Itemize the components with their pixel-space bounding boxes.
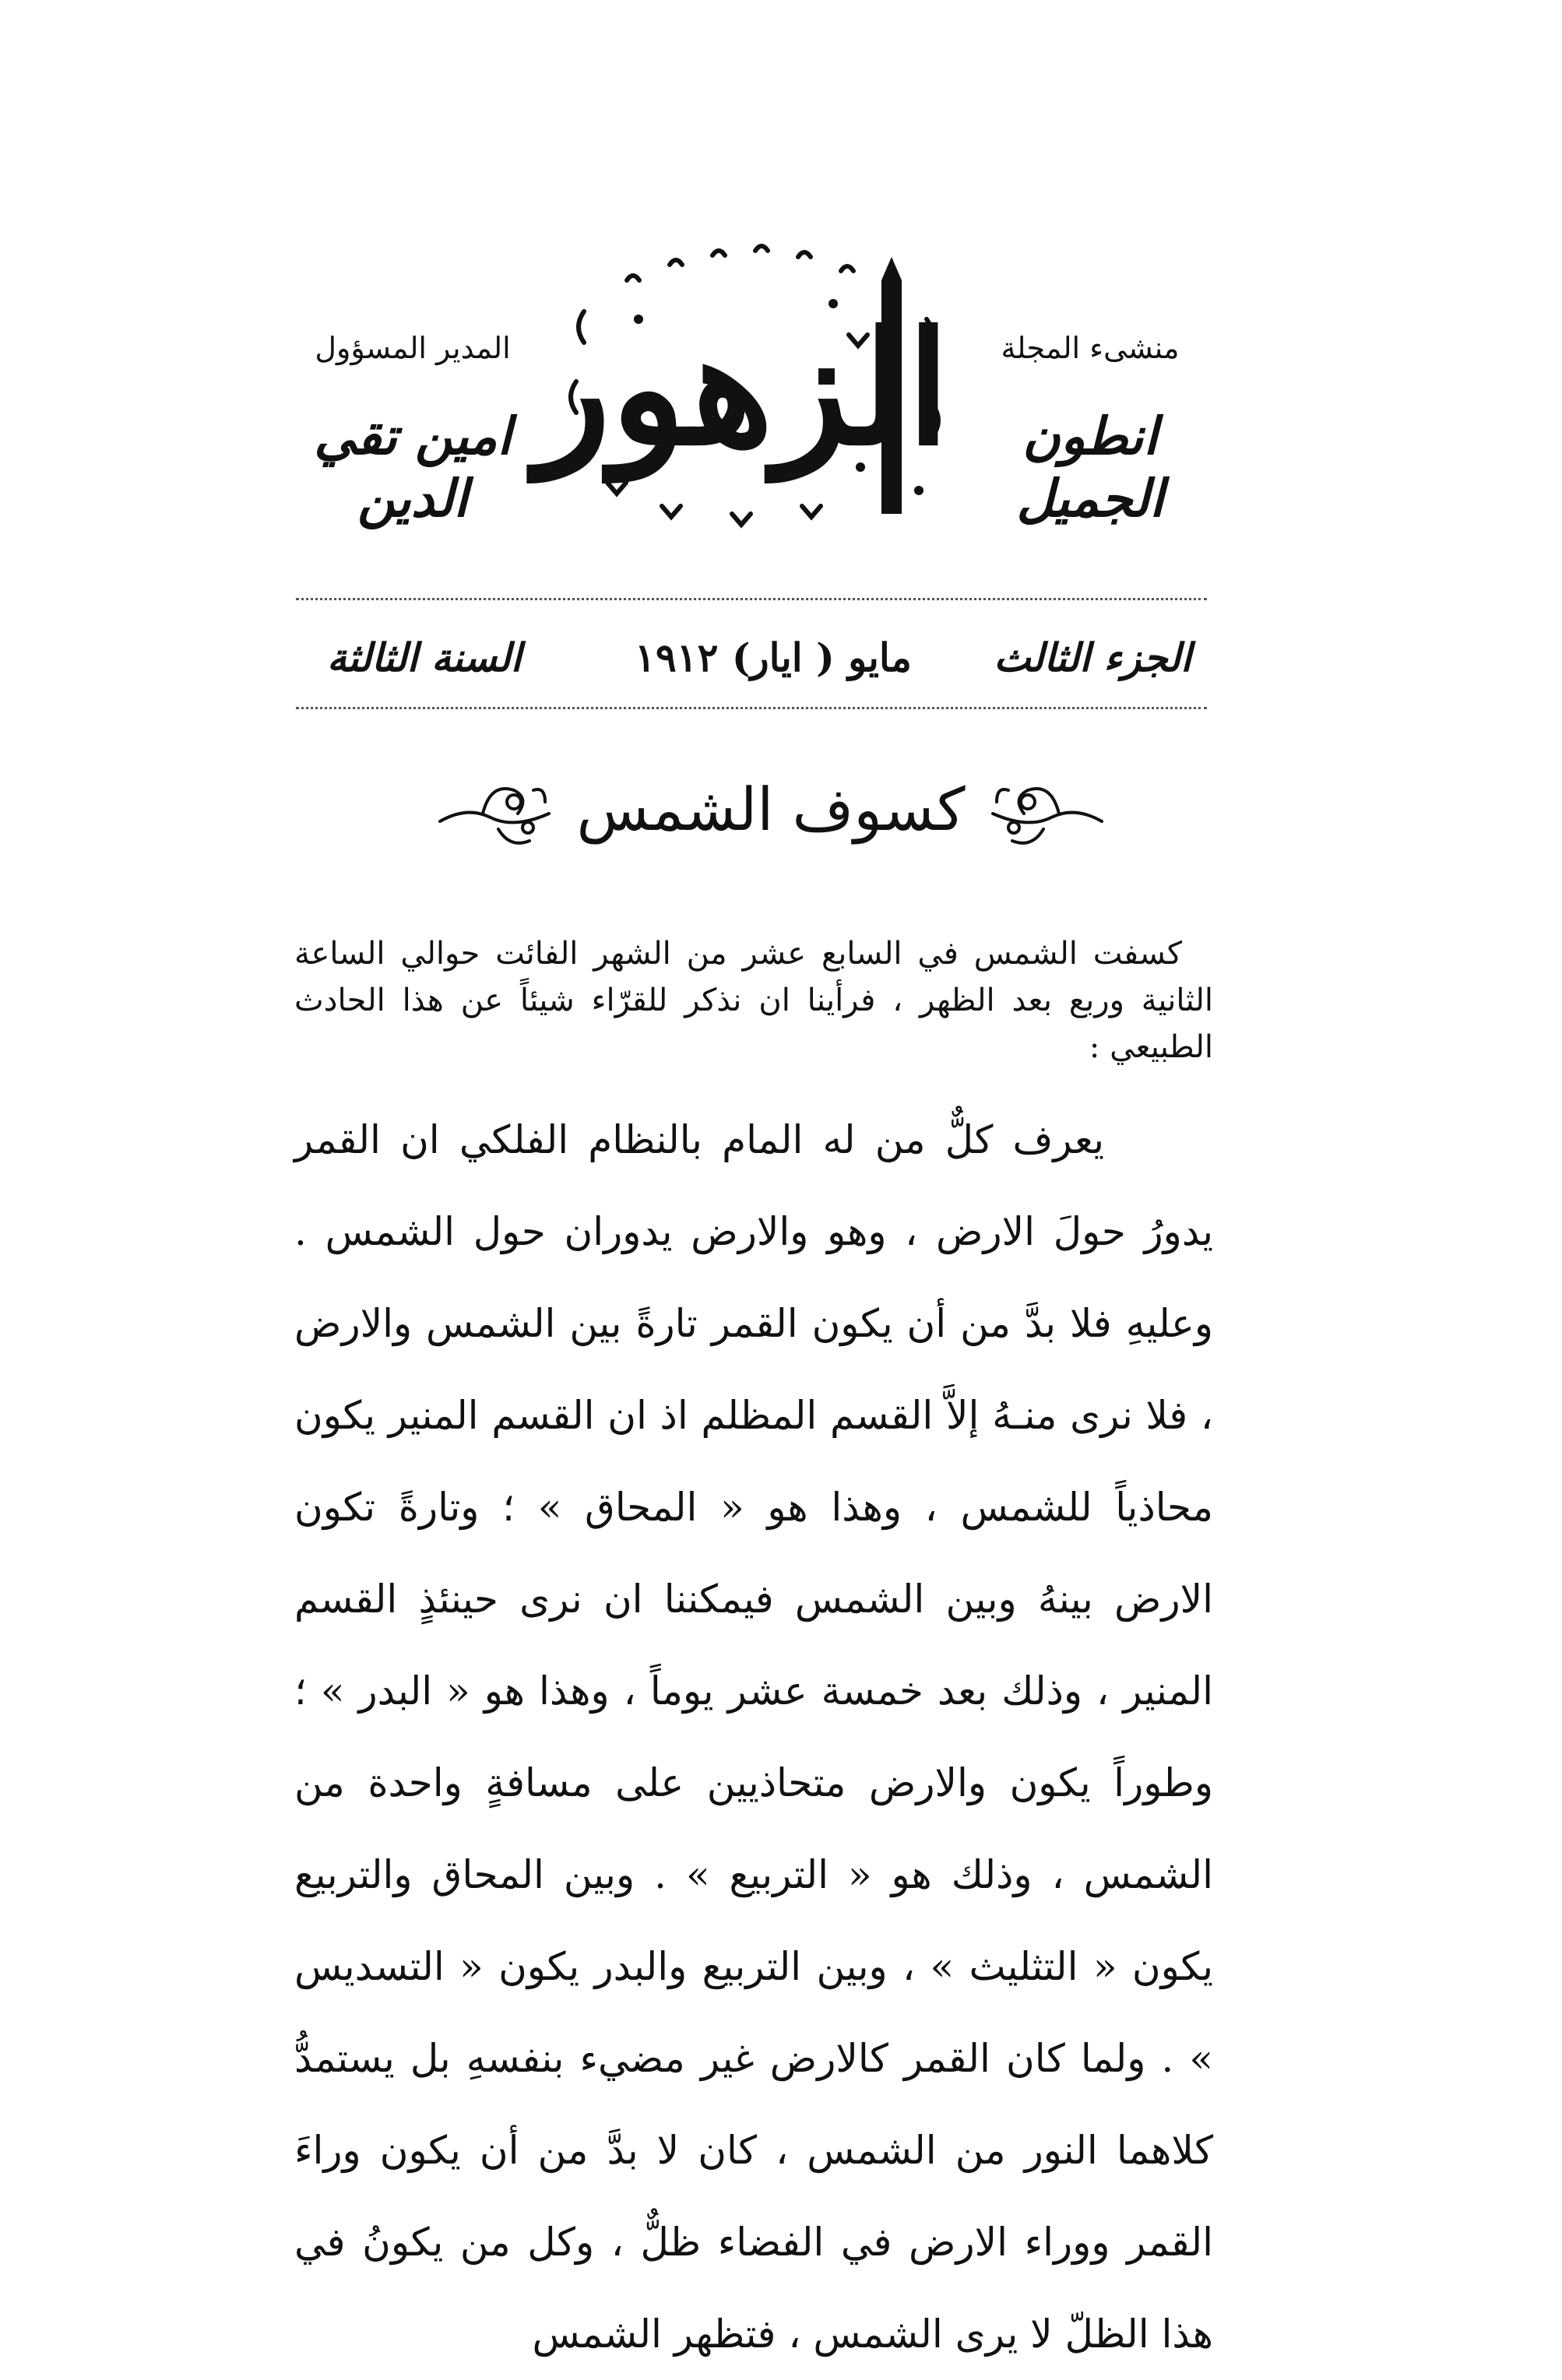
article-title-block (436, 759, 1106, 868)
header-rule-bottom (296, 707, 1207, 709)
magazine-logo (535, 234, 950, 576)
masthead (296, 234, 1207, 576)
article-body-paragraph: يعرف كلٌّ من له المام بالنظام الفلكي ان القمر يدورُ حولَ الارض ، وهو والارض يدوران حول الشمس . وعليهِ فلا بدَّ من أن يكون القمر تارةً بين الشمس والارض ، فلا نرى منـهُ إلاَّ القسم المظلم اذ ان القسم المنير يكون محاذياً للشمس ، وهذا هو « المحاق » ؛ وتارةً تكون الارض بينهُ وبين الشمس فيمكننا ان نرى حينئذٍ القسم المنير ، وذلك بعد خمسة عشر يوماً ، وهذا هو « البدر » ؛ وطوراً يكون والارض متحاذيين على مسافةٍ واحدة من الشمس ، وذلك هو « التربيع » . وبين المحاق والتربيع يكون « التثليث » ، وبين التربيع والبدر يكون « التسديس » . ولما كان القمر كالارض غير مضيء بنفسهِ بل يستمدُّ كلاهما النور من الشمس ، كان لا بدَّ من أن يكون وراءَ القمر ووراء الارض في الفضاء ظلٌّ ، وكل من يكونُ في هذا الظلّ لا يرى الشمس ، فتظهر الشمس (294, 1117, 1213, 2357)
manager-name: امين تقي الدين (314, 406, 512, 529)
article-title: كسوف الشمس (576, 775, 966, 844)
issue-number: الجزء الثالث (994, 635, 1191, 680)
flourish-right-icon (989, 759, 1106, 860)
article-intro-paragraph: كسفت الشمس في السابع عشر من الشهر الفائت حوالي الساعة الثانية وربع بعد الظهر ، فرأينا ان نذكر للقرّاء شيئاً عن هذا الحادث الطبيعي : (294, 936, 1213, 1065)
logo-text: الزهور (535, 297, 950, 480)
founder-name: انطون الجميل (1016, 406, 1164, 529)
manager-role: المدير المسؤول (315, 331, 511, 365)
founder-credit (973, 329, 1207, 529)
issue-info-strip (296, 623, 1207, 693)
founder-role: منشىء المجلة (1001, 331, 1180, 365)
issue-date: مايو ( ايار) ١٩١٢ (635, 635, 912, 680)
manager-credit (296, 329, 529, 529)
issue-year: السنة الثالثة (327, 635, 522, 680)
flourish-left-icon (436, 759, 553, 860)
header-rule-top (296, 598, 1207, 600)
